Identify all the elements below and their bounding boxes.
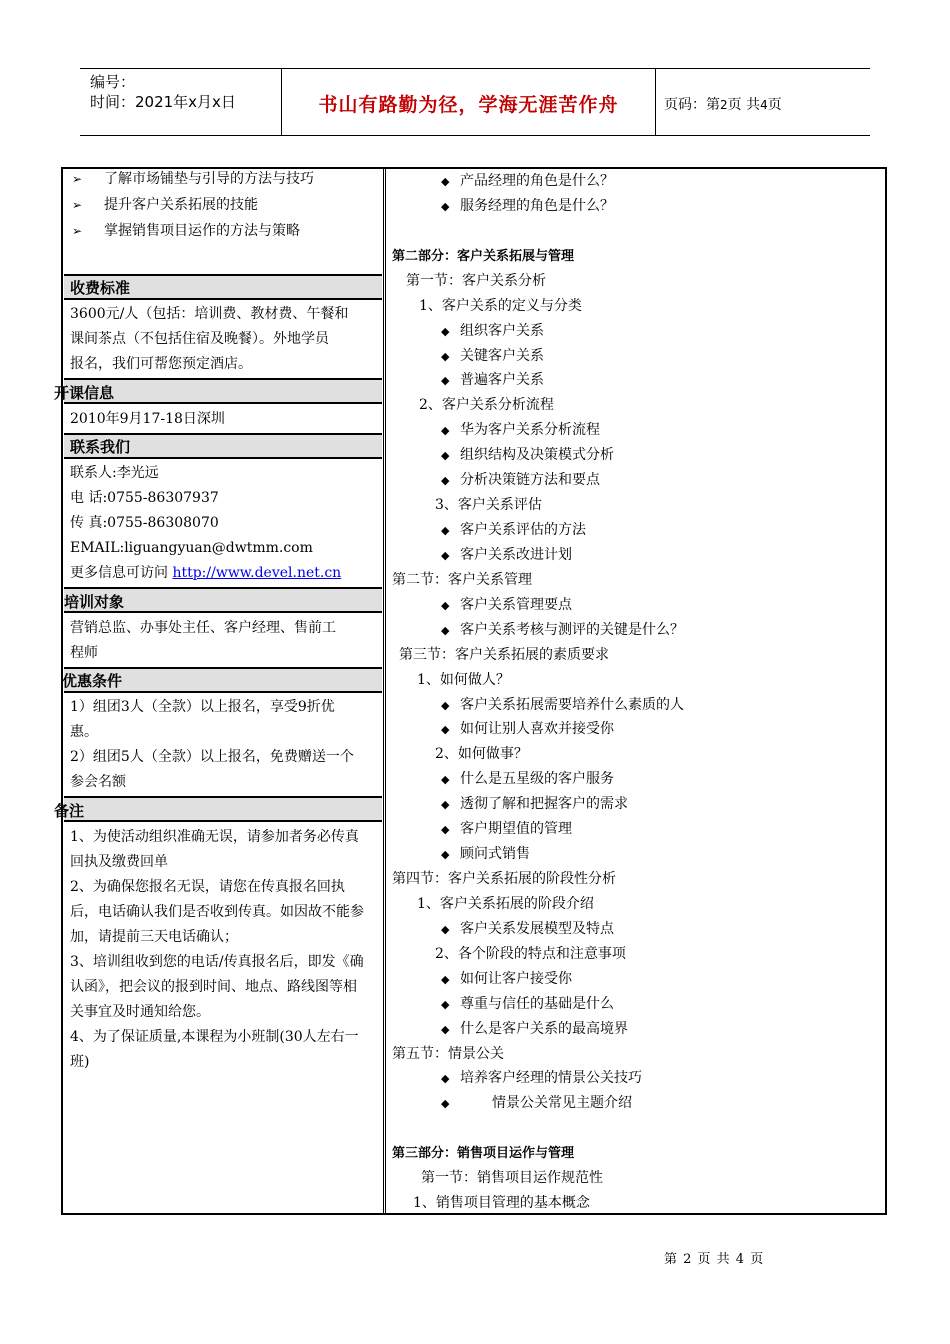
diamond-bullet-icon: ◆ <box>441 997 450 1011</box>
page-suffix: 页 <box>767 97 782 113</box>
outline-bullet-item: ◆ 客户关系考核与测评的关键是什么？ <box>441 618 684 643</box>
contact-email: EMAIL:liguangyuan@dwtmm.com <box>70 540 313 556</box>
notes-line: 关事宜及时通知给您。 <box>70 1004 210 1020</box>
outline-bullet-item: ◆ 组织结构及决策模式分析 <box>441 443 614 468</box>
header-meta <box>90 72 236 112</box>
outline-numbered-item: 2、各个阶段的特点和注意事项 <box>435 945 626 962</box>
outline-bullet-item: ◆ 客户关系拓展需要培养什么素质的人 <box>441 693 684 718</box>
outline-section-heading: 第五节：情景公关 <box>392 1045 504 1062</box>
outline-bullet-item: ◆ 透彻了解和把握客户的需求 <box>441 792 628 817</box>
outline-bullet-item: ◆ 什么是客户关系的最高境界 <box>441 1017 628 1042</box>
outline-bullet-item: ◆ 组织客户关系 <box>441 319 544 344</box>
diamond-bullet-icon: ◆ <box>441 698 450 712</box>
outline-section-heading: 第二节：客户关系管理 <box>392 571 532 588</box>
diamond-bullet-icon: ◆ <box>441 349 450 363</box>
fee-title: 收费标准 <box>70 279 131 297</box>
fee-line: 报名，我们可帮您预定酒店。 <box>70 356 252 372</box>
column-divider <box>383 167 386 1215</box>
discount-title: 优惠条件 <box>62 672 123 690</box>
diamond-bullet-icon: ◆ <box>441 524 450 538</box>
arrow-bullet-icon: ➢ <box>72 172 83 186</box>
outline-section-heading: 第一节：客户关系分析 <box>406 272 546 289</box>
schedule-title: 开课信息 <box>54 384 115 402</box>
outline-bullet-item: ◆ 普遍客户关系 <box>441 368 544 393</box>
diamond-bullet-icon: ◆ <box>441 598 450 612</box>
arrow-bullet-icon: ➢ <box>72 198 83 212</box>
contact-phone: 电 话:0755-86307937 <box>70 490 219 506</box>
page-number: 2 <box>720 98 728 112</box>
outline-bullet-item: ◆ 华为客户关系分析流程 <box>441 418 600 443</box>
outline-numbered-item: 1、销售项目管理的基本概念 <box>413 1195 590 1212</box>
diamond-bullet-icon: ◆ <box>441 548 450 562</box>
page-total: 4 <box>760 98 768 112</box>
diamond-bullet-icon: ◆ <box>441 773 450 787</box>
diamond-bullet-icon: ◆ <box>441 823 450 837</box>
notes-line: 1、为使活动组织准确无误，请参加者务必传真 <box>70 829 359 845</box>
diamond-bullet-icon: ◆ <box>441 798 450 812</box>
target-title: 培训对象 <box>64 593 125 611</box>
outline-part-heading: 第二部分：客户关系拓展与管理 <box>392 248 575 264</box>
notes-title: 备注 <box>54 802 85 820</box>
contact-person: 联系人:李光远 <box>70 465 159 481</box>
contact-title: 联系我们 <box>70 438 131 456</box>
diamond-bullet-icon: ◆ <box>441 474 450 488</box>
notes-line: 班) <box>70 1054 90 1070</box>
diamond-bullet-icon: ◆ <box>441 1072 450 1086</box>
outline-bullet-item: ◆ 培养客户经理的情景公关技巧 <box>441 1066 642 1091</box>
outline-section-heading: 第三节：客户关系拓展的素质要求 <box>399 646 609 663</box>
outline-bullet-item: ◆ 服务经理的角色是什么？ <box>441 194 614 219</box>
header-time: 时间：2021年x月x日 <box>90 93 236 111</box>
page-prefix: 页码：第 <box>664 97 720 113</box>
discount-line: 2）组团5人（全款）以上报名，免费赠送一个 <box>70 749 354 765</box>
diamond-bullet-icon: ◆ <box>441 1022 450 1036</box>
notes-section-bar <box>64 796 382 822</box>
diamond-bullet-icon: ◆ <box>441 199 450 213</box>
notes-line: 回执及缴费回单 <box>70 854 168 870</box>
outline-bullet-item: ◆ 如何让客户接受你 <box>441 967 572 992</box>
header-motto: 书山有路勤为径，学海无涯苦作舟 <box>318 94 619 116</box>
outline-bullet-item: ◆ 什么是五星级的客户服务 <box>441 767 614 792</box>
notes-line: 3、培训组收到您的电话/传真报名后，即发《确 <box>70 954 364 970</box>
outline-bullet-item: ◆ 产品经理的角色是什么？ <box>441 169 614 194</box>
goal-item: ➢ 了解市场铺垫与引导的方法与技巧 <box>72 167 314 192</box>
notes-line: 2、为确保您报名无误，请您在传真报名回执 <box>70 879 345 895</box>
notes-line: 4、为了保证质量,本课程为小班制(30人左右一 <box>70 1029 359 1045</box>
diamond-bullet-icon: ◆ <box>441 374 450 388</box>
outline-bullet-item: ◆ 客户关系发展模型及特点 <box>441 917 614 942</box>
header-page-info <box>664 94 782 114</box>
outline-section-heading: 第四节：客户关系拓展的阶段性分析 <box>392 871 616 888</box>
fee-line: 3600元/人（包括：培训费、教材费、午餐和 <box>70 306 349 322</box>
outline-numbered-item: 2、客户关系分析流程 <box>419 397 554 414</box>
outline-numbered-item: 1、客户关系的定义与分类 <box>419 297 582 314</box>
discount-line: 参会名额 <box>70 774 126 790</box>
notes-line: 认函》，把会议的报到时间、地点、路线图等相 <box>70 979 357 995</box>
outline-part-heading: 第三部分：销售项目运作与管理 <box>392 1146 575 1162</box>
header-top-rule <box>80 68 870 69</box>
header-number: 编号： <box>90 73 136 91</box>
outline-bullet-item: ◆ 顾问式销售 <box>441 842 530 867</box>
schedule-text: 2010年9月17-18日深圳 <box>70 411 225 427</box>
outline-numbered-item: 1、客户关系拓展的阶段介绍 <box>417 895 594 912</box>
diamond-bullet-icon: ◆ <box>441 723 450 737</box>
outline-bullet-item: ◆ 客户关系改进计划 <box>441 543 572 568</box>
outline-bullet-item: ◆ 尊重与信任的基础是什么 <box>441 992 614 1017</box>
arrow-bullet-icon: ➢ <box>72 224 83 238</box>
discount-line: 惠。 <box>70 724 98 740</box>
outline-bullet-item: ◆ 如何让别人喜欢并接受你 <box>441 717 614 742</box>
notes-line: 后，电话确认我们是否收到传真。如因故不能参 <box>70 904 364 920</box>
target-line: 营销总监、办事处主任、客户经理、售前工 <box>70 620 336 636</box>
contact-fax: 传 真:0755-86308070 <box>70 515 219 531</box>
diamond-bullet-icon: ◆ <box>441 922 450 936</box>
outline-bullet-item: ◆ 客户关系管理要点 <box>441 593 572 618</box>
diamond-bullet-icon: ◆ <box>441 848 450 862</box>
website-link[interactable]: http://www.devel.net.cn <box>172 565 342 581</box>
outline-bullet-item: ◆ 客户期望值的管理 <box>441 817 572 842</box>
discount-line: 1）组团3人（全款）以上报名，享受9折优 <box>70 699 335 715</box>
target-line: 程师 <box>70 645 98 661</box>
outline-bullet-item: ◆ 情景公关常见主题介绍 <box>441 1091 632 1116</box>
outline-numbered-item: 2、如何做事？ <box>435 746 528 763</box>
diamond-bullet-icon: ◆ <box>441 175 450 188</box>
diamond-bullet-icon: ◆ <box>441 972 450 986</box>
header-divider-right <box>655 68 656 136</box>
goal-item: ➢ 提升客户关系拓展的技能 <box>72 193 258 218</box>
outline-bullet-item: ◆ 关键客户关系 <box>441 344 544 369</box>
diamond-bullet-icon: ◆ <box>441 424 450 438</box>
diamond-bullet-icon: ◆ <box>441 623 450 637</box>
page-footer: 第 2 页 共 4 页 <box>664 1252 765 1267</box>
outline-section-heading: 第一节：销售项目运作规范性 <box>421 1170 603 1187</box>
outline-bullet-item: ◆ 客户关系评估的方法 <box>441 518 586 543</box>
contact-more: 更多信息可访问 http://www.devel.net.cn <box>70 565 342 581</box>
notes-line: 加，请提前三天电话确认； <box>70 929 238 945</box>
diamond-bullet-icon: ◆ <box>441 449 450 463</box>
fee-line: 课间茶点（不包括住宿及晚餐）。外地学员 <box>70 331 329 347</box>
outline-bullet-item: ◆ 分析决策链方法和要点 <box>441 468 600 493</box>
diamond-bullet-icon: ◆ <box>441 324 450 338</box>
header-bottom-rule <box>80 135 870 136</box>
diamond-bullet-icon: ◆ <box>441 1097 450 1111</box>
goal-item: ➢ 掌握销售项目运作的方法与策略 <box>72 219 300 244</box>
outline-numbered-item: 3、客户关系评估 <box>435 497 542 514</box>
outline-numbered-item: 1、如何做人？ <box>417 671 510 688</box>
page-mid: 页 共 <box>727 97 761 113</box>
